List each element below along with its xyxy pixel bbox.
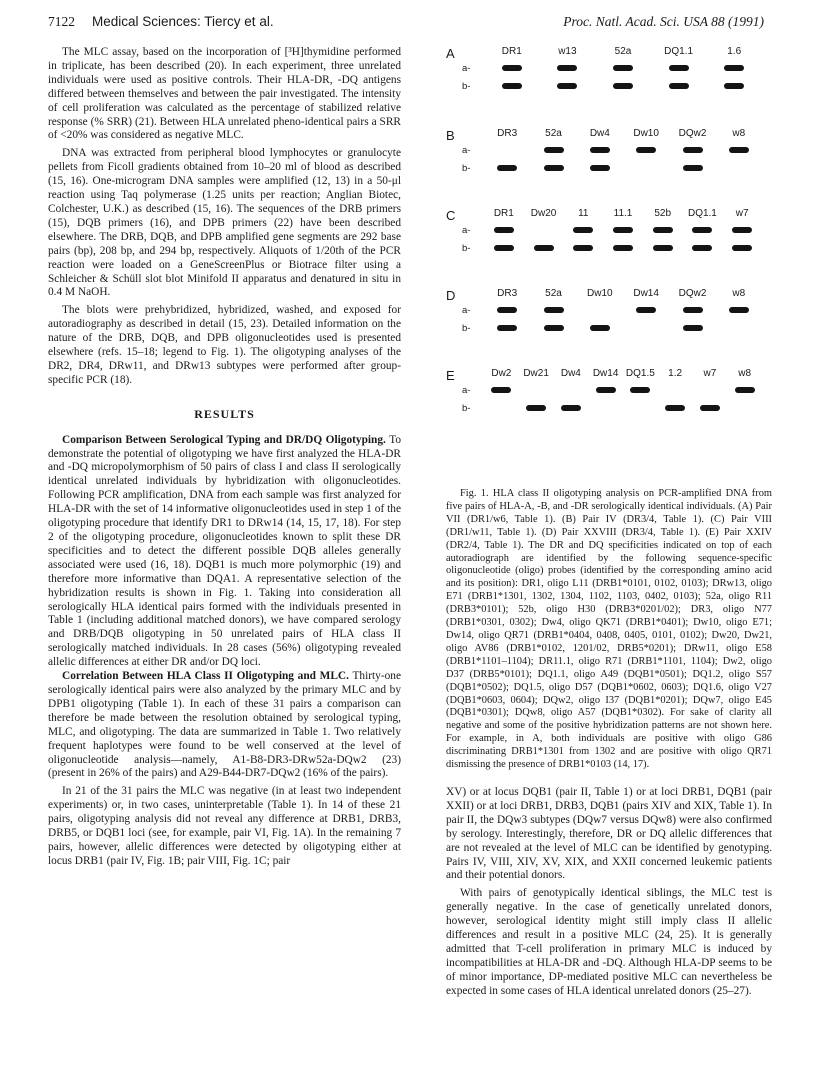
hybridization-band-b xyxy=(544,165,564,171)
figure-panel-e xyxy=(446,368,772,438)
hybridization-band-a xyxy=(544,147,564,153)
probe-label: 11 xyxy=(578,208,589,219)
probe-label: 11.1 xyxy=(613,208,633,219)
row-label: a- xyxy=(462,225,471,236)
figure-panel-d xyxy=(446,288,772,358)
hybridization-band-a xyxy=(653,227,673,233)
hybridization-band-b xyxy=(497,325,517,331)
hybridization-band-a xyxy=(630,387,650,393)
row-label: a- xyxy=(462,145,471,156)
hybridization-band-a xyxy=(729,147,749,153)
hybridization-band-b xyxy=(502,83,522,89)
page-header xyxy=(0,14,816,36)
hybridization-band-b xyxy=(683,165,703,171)
paragraph-blots: The blots were prehybridized, hybridized, washed, and exposed for autoradiography as described in detail (15, 23). Detailed information on the nature of the DRB, DQB, and DPB oligonucleotides used is presented elsewhere (refs. 15–18; legend to Fig. 1). The oligotyping analyses of the DR2, DR4, DRw11, and DRw13 subtypes were performed after group-specific PCR (18). xyxy=(48,304,401,386)
hybridization-band-a xyxy=(544,307,564,313)
hybridization-band-a xyxy=(636,307,656,313)
row-label: b- xyxy=(462,163,471,174)
probe-label: DQ1.1 xyxy=(664,46,694,57)
probe-label: DQw2 xyxy=(678,288,707,299)
hybridization-band-a xyxy=(683,307,703,313)
caption-lead: Fig. 1. xyxy=(460,488,489,499)
subsection-lead-comparison: Comparison Between Serological Typing and DR/DQ Oligotyping. xyxy=(62,433,386,446)
probe-label: DQ1.1 xyxy=(687,208,717,219)
probe-label: DQw2 xyxy=(678,128,707,139)
probe-label: DR1 xyxy=(493,208,514,219)
probe-label: w8 xyxy=(732,128,746,139)
probe-label: w7 xyxy=(703,368,717,379)
hybridization-band-b xyxy=(526,405,546,411)
probe-label: DQ1.5 xyxy=(625,368,655,379)
hybridization-band-a xyxy=(613,227,633,233)
journal-citation: Proc. Natl. Acad. Sci. USA 88 (1991) xyxy=(563,14,764,29)
hybridization-band-b xyxy=(653,245,673,251)
paragraph-mlc-assay: The MLC assay, based on the incorporation of [³H]thymidine performed in triplicate, has been described (20). In each experiment, three unrelated individuals were used as positive controls. Their HLA-DR, -DQ antigens differed between themselves and between the pair investigated. The intensity of cell proliferation was calculated as the percentage of stabilized relative response (% SRR) (21). Between HLA unrelated pheno-identical pairs a SRR of <20% was considered as negative MLC. xyxy=(48,46,401,142)
row-label: b- xyxy=(462,243,471,254)
hybridization-band-a xyxy=(732,227,752,233)
panel-letter: E xyxy=(446,368,455,383)
hybridization-band-b xyxy=(732,245,752,251)
probe-label: Dw10 xyxy=(587,288,613,299)
hybridization-band-a xyxy=(557,65,577,71)
probe-label: 52a xyxy=(545,288,562,299)
caption-text xyxy=(446,488,772,772)
probe-label: w13 xyxy=(558,46,577,57)
results-heading: RESULTS xyxy=(194,406,255,421)
probe-label: w8 xyxy=(732,288,746,299)
probe-label: Dw2 xyxy=(491,368,512,379)
row-label: a- xyxy=(462,305,471,316)
probe-label: 52a xyxy=(614,46,632,57)
figure-panel-a xyxy=(446,46,772,116)
paragraph-correlation xyxy=(48,670,401,781)
probe-label: Dw4 xyxy=(589,128,610,139)
paragraph-dna-extraction: DNA was extracted from peripheral blood lymphocytes or granulocyte pellets from Ficoll gradients obtained from 10–20 ml of blood as described (15, 16). One-microgram DNA samples were amplified (12, 13) in a 50-μl reaction using Taq polymerase (1.25 units per reaction; Anglian Biotec, Colchester, U.K.) as described (15, 16). The sequences of the DRB primers (15), DQB primers (16), and DPB primers (22) have been described elsewhere. The DRB, DQB, and DPB amplified gene segments are 292 base pairs (bp), 208 bp, and 294 bp, respectively. Aliquots of 1/20th of the PCR reaction were loaded on a GeneScreenPlus or Biotrace filter using a Schleicher & Schüll slot blot Minifold II apparatus and denatured in situ in 0.4 M NaOH. xyxy=(48,147,401,299)
hybridization-band-a xyxy=(613,65,633,71)
probe-label: 52a xyxy=(545,128,562,139)
hybridization-band-a xyxy=(636,147,656,153)
hybridization-band-b xyxy=(700,405,720,411)
hybridization-band-b xyxy=(534,245,554,251)
panel-letter: B xyxy=(446,128,455,143)
left-column xyxy=(48,46,401,869)
probe-label: Dw20 xyxy=(530,208,557,219)
probe-label: w7 xyxy=(735,208,749,219)
panel-letter: C xyxy=(446,208,456,223)
row-label: b- xyxy=(462,81,471,92)
hybridization-band-b xyxy=(669,83,689,89)
hybridization-band-b xyxy=(494,245,514,251)
paragraph-comparison-body: To demonstrate the potential of oligotyping we have first analyzed the HLA-DR and -DQ micropolymorphism of 50 pairs of class I and class II serologically identical unrelated individuals by hybridization with oligonucleotides. Following PCR amplification, DNA from each sample was first analyzed for HLA-DR with the set of 14 informative oligonucleotides used in step 1 of the oligotyping procedure that identify DR1 to DRw14 (14, 15, 17, 18). For step 2 of the oligotyping procedure, oligonucleotides known to split these DR specificities and to detect the different possible DQB alleles generally associated were used (16, 18). DQB1 is much more polymorphic (19) and therefore more informative than DQA1. A representative selection of the hybridization results is shown in Fig. 1. Taking into consideration all serologically HLA identical pairs formed with the individuals presented in Table 1 (including additional matched donors), we have compared serology and DRB/DQB oligotyping in 50 unrelated pairs of HLA class II serologically matched individuals. In 28 cases (56%) oligotyping revealed allelic differences at either DR and/or DQ loci. xyxy=(48,433,401,669)
hybridization-band-b xyxy=(544,325,564,331)
row-label: b- xyxy=(462,323,471,334)
hybridization-band-a xyxy=(735,387,755,393)
panel-letter: A xyxy=(446,46,455,61)
paragraph-mlc-negative: In 21 of the 31 pairs the MLC was negative (in at least two independent experiments) or, in two cases, uninterpretable (Table 1). In 14 of these 21 pairs, oligotyping analysis did not reveal any difference at DRB1, DRB3, DRB5, or DQB1 loci (see, for example, pair VI, Fig. 1A). In the remaining 7 pairs, however, allelic differences were detected by oligotyping either at locus DRB1 (pair IV, Fig. 1B; pair VIII, Fig. 1C; pair xyxy=(48,785,401,867)
hybridization-band-b xyxy=(665,405,685,411)
probe-label: Dw4 xyxy=(560,368,581,379)
probe-label: 1.6 xyxy=(727,46,742,57)
hybridization-band-a xyxy=(491,387,511,393)
subsection-lead-correlation: Correlation Between HLA Class II Oligotyping and MLC. xyxy=(62,670,349,683)
hybridization-band-b xyxy=(573,245,593,251)
hybridization-band-a xyxy=(573,227,593,233)
hybridization-band-b xyxy=(613,245,633,251)
probe-label: 1.2 xyxy=(668,368,683,379)
row-label: b- xyxy=(462,403,471,414)
hybridization-band-b xyxy=(497,165,517,171)
probe-label: DR3 xyxy=(497,288,518,299)
figure-panel-b xyxy=(446,128,772,198)
hybridization-band-b xyxy=(557,83,577,89)
hybridization-band-a xyxy=(494,227,514,233)
probe-label: w8 xyxy=(738,368,752,379)
panel-letter: D xyxy=(446,288,456,303)
row-label: a- xyxy=(462,63,471,74)
section-title: Medical Sciences: Tiercy et al. xyxy=(92,14,274,29)
probe-label: Dw14 xyxy=(633,288,659,299)
hybridization-band-a xyxy=(683,147,703,153)
paragraph-siblings: With pairs of genotypically identical siblings, the MLC test is generally negative. In the case of genetically unrelated donors, however, serological identity might still imply class II allelic differences and result in a positive MLC (24, 25). It is generally admitted that T-cell proliferation in primary MLC is induced by incompatibilities at HLA-DR and -DQ. Although HLA-DP seems to be of minor importance, DP-mediated positive MLC can nevertheless be expected in some cases of HLA identical unrelated donors (25–27). xyxy=(446,887,772,997)
hybridization-band-b xyxy=(590,165,610,171)
hybridization-band-a xyxy=(729,307,749,313)
probe-label: DR3 xyxy=(497,128,518,139)
probe-label: Dw10 xyxy=(633,128,659,139)
hybridization-band-a xyxy=(502,65,522,71)
caption-body: HLA class II oligotyping analysis on PCR-amplified DNA from five pairs of HLA-A, -B, and -DR serologically identical individuals. (A) Pair VII (DR1/w6, Table 1). (B) Pair IV (DR3/4, Table 1). (C) Pair VIII (DR1/w11, Table 1). (D) Pair XXVIII (DR3/4, Table 1). (E) Pair XXIV (DR2/4, Table 1). The DR and DQ specificities indicated on top of each autoradiograph are identified by the following sequence-specific oligonucleotide (oligo) probes (identified by the corresponding amino acid and its position): DR1, oligo L11 (DRB1*0101, 0102, 0103); DRw13, oligo E71 (DRB1*1301, 1302, 1304, 1102, 1103, 0402, 0103); 52a, oligo R11 (DRB3*0101); 52b, oligo H30 (DRB3*0201/02); DR3, oligo N77 (DRB1*0301, 0302); Dw4, oligo QK71 (DRB1*0401); Dw10, oligo E71; Dw14, oligo QR71 (DRB1*0404, 0408, 0405, 0101, 0102); Dw20, Dw21, oligo AV86 (DRB1*0102, 1201/02, DRB5*0201); DRw11, oligo E58 (DRB1*1101–1104); DR11.1, oligo R71 (DRB1*1101, 1104); Dw2, oligo D37 (DRB5*0101); DQ1.1, oligo A49 (DQB1*0501); DQ1.2, oligo S57 (DQB1*0502); DQ1.5, oligo D57 (DQB1*0602, 0603); DQ1.6, oligo V27 (DQB1*0603, 0604); DQw2, oligo I37 (DQB1*0201); DQw7, oligo E45 (DQB1*0301); DQw8, oligo A57 (DQB1*0302). For sake of clarity all negative and some of the positive hybridization patterns are not shown here. For example, in A, both individuals are positive with oligo G86 discriminating DRB1*1301 from 1302 and are positive with oligo QR71 dismissing the presence of DRB1*0103 (14, 17). xyxy=(446,488,773,771)
paragraph-continuation: XV) or at locus DQB1 (pair II, Table 1) or at loci DRB1, DQB1 (pair XXII) or at loci DRB1, DRB3, DQB1 (pairs XIV and XIX, Table 1). In pair II, the DQw3 subtypes (DQw7 versus DQw8) were also confirmed by serology. Interestingly, therefore, DR or DQ allelic differences that are not revealed at the level of MLC can be identified by genotyping. Pairs IV, VIII, XIV, XV, XIX, and XXII concerned leukemic patients and their potential donors. xyxy=(446,786,772,882)
hybridization-band-b xyxy=(683,325,703,331)
hybridization-band-b xyxy=(613,83,633,89)
hybridization-band-a xyxy=(596,387,616,393)
hybridization-band-b xyxy=(724,83,744,89)
probe-label: 52b xyxy=(654,208,672,219)
hybridization-band-a xyxy=(497,307,517,313)
hybridization-band-a xyxy=(590,147,610,153)
hybridization-band-b xyxy=(590,325,610,331)
row-label: a- xyxy=(462,385,471,396)
figure-1-caption xyxy=(446,488,772,772)
figure-1-autoradiographs xyxy=(446,46,772,480)
right-column-text xyxy=(446,786,772,999)
hybridization-band-a xyxy=(692,227,712,233)
paragraph-comparison xyxy=(48,434,401,670)
probe-label: Dw14 xyxy=(592,368,619,379)
probe-label: DR1 xyxy=(501,46,522,57)
hybridization-band-a xyxy=(724,65,744,71)
paragraph-correlation-body: Thirty-one serologically identical pairs were also analyzed by the primary MLC and by DPB1 oligotyping (Table 1). In each of these 31 pairs a comparison can therefore be made between the resolution obtained by serological typing, MLC, and oligotyping. The data are summarized in Table 1. Two relatively frequent haplotypes were found to be well conserved at the level of oligonucleotide analysis—namely, A1-B8-DR3-DRw52a-DQw2 (23) (present in 26% of the pairs) and A29-B44-DR7-DQw2 (16% of the pairs). xyxy=(48,670,401,780)
figure-panel-c xyxy=(446,208,772,278)
hybridization-band-b xyxy=(692,245,712,251)
hybridization-band-b xyxy=(561,405,581,411)
probe-label: Dw21 xyxy=(523,368,549,379)
hybridization-band-a xyxy=(669,65,689,71)
page-number: 7122 xyxy=(48,14,75,29)
